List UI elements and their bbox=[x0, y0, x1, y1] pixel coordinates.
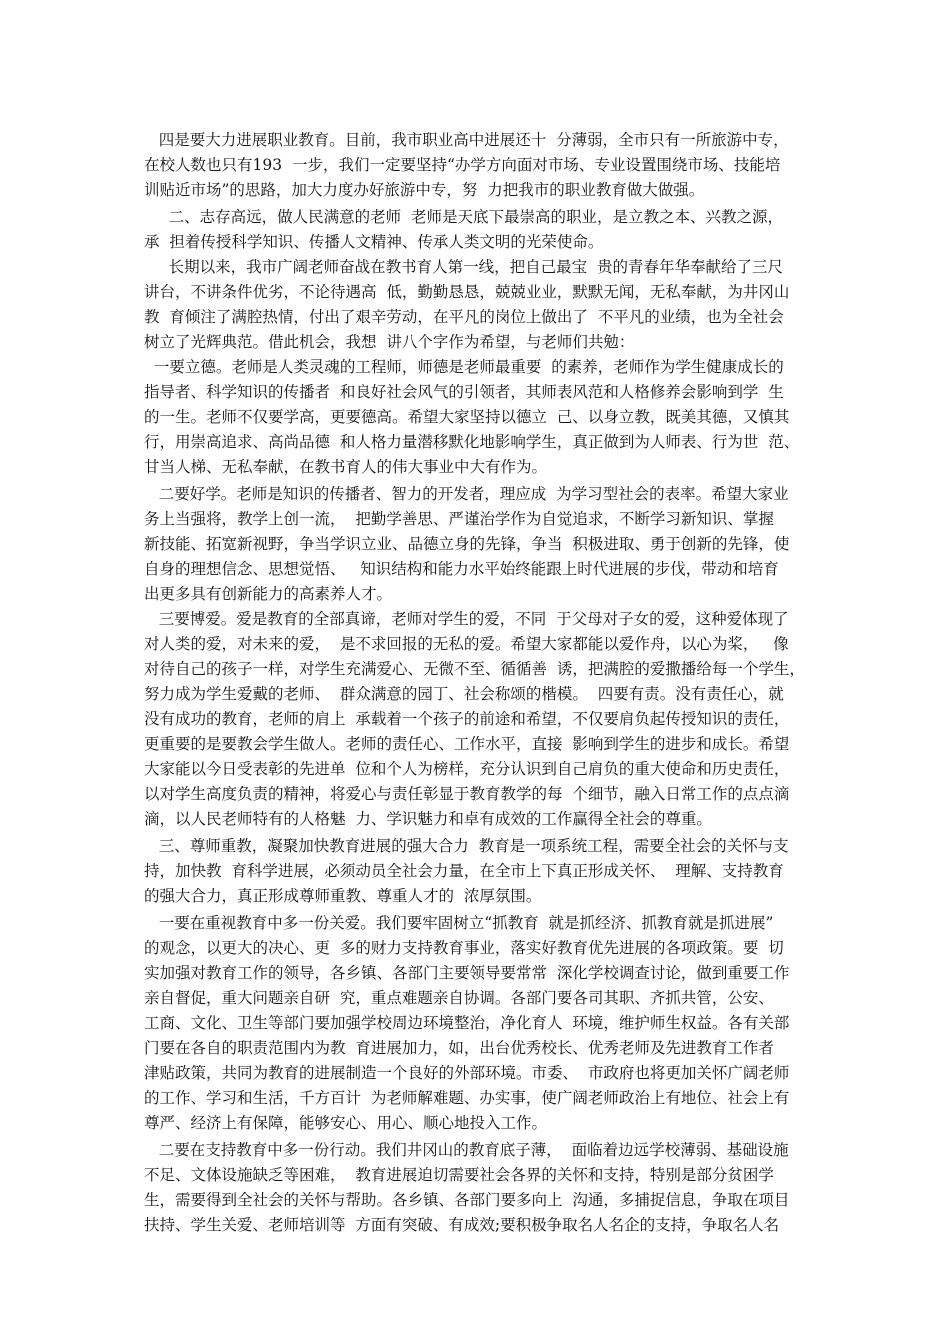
text-line: 自身的理想信念、思想觉悟、 知识结构和能力水平始终能跟上时代进展的步伐，带动和培育 bbox=[144, 560, 779, 578]
text-line: 不足、文体设施缺乏等困难， 教育进展迫切需要社会各界的关怀和支持，特别是部分贫困学 bbox=[144, 1166, 774, 1184]
text-line: 生，需要得到全社会的关怀与帮助。各乡镇、各部门要多向上 沟通，多捕捉信息，争取在项目 bbox=[144, 1191, 790, 1209]
text-line: 四是要大力进展职业教育。目前，我市职业高中进展还十 分薄弱，全市只有一所旅游中专， bbox=[144, 131, 789, 149]
text-line: 津贴政策，共同为教育的进展制造一个良好的外部环境。市委、 市政府也将更加关怀广阔老师 bbox=[144, 1064, 790, 1082]
text-line: 务上当强将，教学上创一流， 把勤学善思、严谨治学作为自觉追求，不断学习新知识、掌握 bbox=[144, 510, 774, 528]
text-line: 树立了光辉典范。借此机会，我想 讲八个字作为希望，与老师们共勉： bbox=[144, 333, 635, 351]
text-line: 二要在支持教育中多一份行动。我们井冈山的教育底子薄， 面临着边远学校薄弱、基础设施 bbox=[144, 1141, 789, 1159]
text-line: 一要立德。老师是人类灵魂的工程师，师德是老师最重要 的素养，老师作为学生健康成长的 bbox=[144, 358, 784, 376]
text-line: 的观念，以更大的决心、更 多的财力支持教育事业，落实好教育优先进展的各项政策。要 切 bbox=[144, 939, 784, 957]
text-line: 教 育倾注了满腔热情，付出了艰辛劳动，在平凡的岗位上做出了 不平凡的业绩，也为全社会 bbox=[144, 308, 784, 326]
text-line: 持，加快教 育科学进展，必须动员全社会力量，在全市上下真正形成关怀、 理解、支持教育 bbox=[144, 862, 784, 880]
text-line: 甘当人梯、无私奉献，在教书育人的伟大事业中大有作为。 bbox=[144, 458, 548, 476]
text-line: 更重要的是要教会学生做人。老师的责任心、工作水平，直接 影响到学生的进步和成长。希望 bbox=[144, 735, 790, 753]
text-line: 工商、文化、卫生等部门要加强学校周边环境整治，净化育人 环境，维护师生权益。各有关部 bbox=[144, 1014, 790, 1032]
text-line: 的工作、学习和生活，千方百计 为老师解难题、办实事，使广阔老师政治上有地位、社会上有 bbox=[144, 1089, 790, 1107]
text-line: 对待自己的孩子一样，对学生充满爱心、无微不至、循循善 诱，把满腔的爱撒播给每一个学生， bbox=[144, 660, 805, 678]
text-line: 亲自督促，重大问题亲自研 究，重点难题亲自协调。各部门要各司其职、齐抓共管，公安、 bbox=[144, 989, 774, 1007]
text-line: 三、尊师重教，凝聚加快教育进展的强大合力 教育是一项系统工程，需要全社会的关怀与支 bbox=[144, 837, 789, 855]
text-line: 一要在重视教育中多一份关爱。我们要牢固树立“抓教育 就是抓经济、抓教育就是抓进展” bbox=[144, 914, 774, 932]
text-line: 二要好学。老师是知识的传播者、智力的开发者，理应成 为学习型社会的表率。希望大家业 bbox=[144, 485, 789, 503]
text-line: 指导者、科学知识的传播者 和良好社会风气的引领者，其师表风范和人格修养会影响到学 生 bbox=[144, 383, 784, 401]
text-line: 训贴近市场”的思路，加大力度办好旅游中专，努 力把我市的职业教育做大做强。 bbox=[144, 181, 705, 199]
text-line: 努力成为学生爱戴的老师、 群众满意的园丁、社会称颂的楷模。 四要有责。没有责任心，就 bbox=[144, 685, 784, 703]
text-line: 在校人数也只有193 一步，我们一定要坚持“办学方向面对市场、专业设置围绕市场、技能培 bbox=[144, 156, 781, 174]
text-line: 出更多具有创新能力的高素养人才。 bbox=[144, 585, 393, 603]
text-line: 实加强对教育工作的领导，各乡镇、各部门主要领导要常常 深化学校调查讨论，做到重要工作 bbox=[144, 964, 790, 982]
text-line: 大家能以今日受表彰的先进单 位和个人为榜样，充分认识到自己肩负的重大使命和历史责任， bbox=[144, 760, 790, 778]
text-line: 承 担着传授科学知识、传播人文精神、传承人类文明的光荣使命。 bbox=[144, 233, 604, 251]
text-line: 尊严、经济上有保障，能够安心、用心、顺心地投入工作。 bbox=[144, 1114, 548, 1132]
text-line: 以对学生高度负责的精神，将爱心与责任彰显于教育教学的每 个细节，融入日常工作的点点滴 bbox=[144, 785, 790, 803]
text-line: 门要在各自的职责范围内为教 育进展加力，如，出台优秀校长、优秀老师及先进教育工作者 bbox=[144, 1039, 774, 1057]
text-line: 讲台，不讲条件优劣，不论待遇高 低，勤勤恳恳，兢兢业业，默默无闻，无私奉献，为井冈山 bbox=[144, 283, 790, 301]
text-line: 滴，以人民老师特有的人格魅 力、学识魅力和卓有成效的工作赢得全社会的尊重。 bbox=[144, 810, 712, 828]
text-line: 长期以来，我市广阔老师奋战在教书育人第一线，把自己最宝 贵的青春年华奉献给了三尺 bbox=[144, 258, 783, 276]
text-line: 三要博爱。爱是教育的全部真谛，老师对学生的爱，不同 于父母对子女的爱，这种爱体现了 bbox=[144, 610, 789, 628]
text-line: 对人类的爱，对未来的爱， 是不求回报的无私的爱。希望大家都能以爱作舟，以心为桨， 像 bbox=[144, 635, 789, 653]
text-line: 没有成功的教育，老师的肩上 承载着一个孩子的前途和希望，不仅要肩负起传授知识的责任， bbox=[144, 710, 790, 728]
text-line: 新技能、拓宽新视野，争当学识立业、品德立身的先锋，争当 积极进取、勇于创新的先锋，使 bbox=[144, 535, 790, 553]
text-line: 二、志存高远，做人民满意的老师 老师是天底下最崇高的职业，是立教之本、兴教之源， bbox=[144, 208, 783, 226]
text-line: 扶持、学生关爱、老师培训等 方面有突破、有成效;要积极争取名人名企的支持，争取名人名 bbox=[144, 1216, 780, 1234]
text-line: 的强大合力，真正形成尊师重教、尊重人才的 浓厚氛围。 bbox=[144, 887, 542, 905]
text-line: 行，用崇高追求、高尚品德 和人格力量潜移默化地影响学生，真正做到为人师表、行为世 范、 bbox=[144, 433, 800, 451]
text-line: 的一生。老师不仅要学高，更要德高。希望大家坚持以德立 己、以身立教，既美其德，又慎其 bbox=[144, 408, 790, 426]
